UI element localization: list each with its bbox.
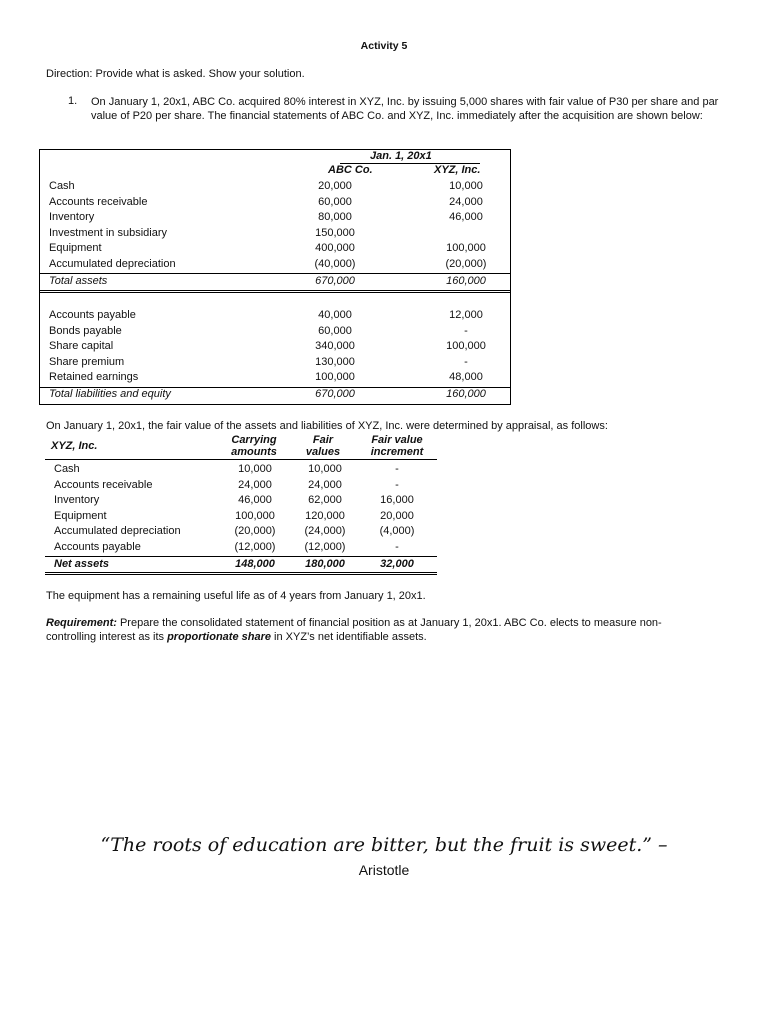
liability-row-xyz: - xyxy=(464,355,468,368)
liability-row-abc: 100,000 xyxy=(315,371,355,384)
col-header-carrying: Carrying amounts xyxy=(231,434,277,458)
appraisal-row-label: Equipment xyxy=(54,509,107,522)
appraisal-row-label: Accounts payable xyxy=(54,541,141,553)
appraisal-row-fair: 24,000 xyxy=(308,478,342,491)
net-assets-label: Net assets xyxy=(54,558,110,570)
liability-row-label: Share premium xyxy=(49,355,125,368)
appraisal-row-increment: - xyxy=(395,478,399,491)
col-header-xyz: XYZ, Inc. xyxy=(434,164,481,176)
asset-row-xyz: 10,000 xyxy=(449,180,483,192)
asset-row-abc: 150,000 xyxy=(315,226,355,239)
total-assets-xyz: 160,000 xyxy=(446,275,486,287)
problem-statement: On January 1, 20x1, ABC Co. acquired 80% interest in XYZ, Inc. by issuing 5,000 shares with fair value of P30 per share and par value of P20 per share. The financial statements of ABC Co. and XYZ, Inc. immediately after the acquisition are shown below: xyxy=(91,96,719,122)
liability-row-xyz: - xyxy=(464,324,468,337)
appraisal-row-label: Accumulated depreciation xyxy=(54,525,181,538)
quote-author: Aristotle xyxy=(358,862,410,878)
requirement-paragraph xyxy=(46,616,696,644)
total-liabilities-label: Total liabilities and equity xyxy=(49,388,171,400)
asset-row-xyz: 46,000 xyxy=(449,211,483,224)
net-increment: 32,000 xyxy=(380,558,414,570)
quote: “The roots of education are bitter, but the fruit is sweet.” – xyxy=(100,834,668,856)
appraisal-row-fair: 10,000 xyxy=(308,463,342,475)
appraisal-row-carrying: 10,000 xyxy=(238,463,272,475)
requirement-emphasis: proportionate share xyxy=(167,631,271,643)
liability-row-xyz: 48,000 xyxy=(449,371,483,384)
appraisal-row-carrying: (20,000) xyxy=(234,525,276,538)
liability-row-xyz: 12,000 xyxy=(449,309,483,321)
appraisal-row-label: Accounts receivable xyxy=(54,478,153,491)
fair-value-table xyxy=(45,433,437,575)
liability-row-abc: 340,000 xyxy=(315,340,355,353)
requirement-label: Requirement: xyxy=(46,617,117,629)
appraisal-row-carrying: 24,000 xyxy=(238,478,272,491)
equipment-note: The equipment has a remaining useful life as of 4 years from January 1, 20x1. xyxy=(46,590,426,602)
appraisal-row-label: Cash xyxy=(54,463,80,475)
date-header: Jan. 1, 20x1 xyxy=(370,150,432,162)
liability-row-label: Accounts payable xyxy=(49,309,136,321)
financial-statements-table xyxy=(39,149,511,405)
appraisal-row-increment: - xyxy=(395,463,399,475)
asset-row-label: Inventory xyxy=(49,211,95,224)
appraisal-row-carrying: 46,000 xyxy=(238,494,272,507)
total-assets-abc: 670,000 xyxy=(315,275,355,287)
net-carrying: 148,000 xyxy=(235,558,275,570)
appraisal-row-label: Inventory xyxy=(54,494,100,507)
appraisal-intro: On January 1, 20x1, the fair value of the assets and liabilities of XYZ, Inc. were determined by appraisal, as follows: xyxy=(46,420,608,432)
asset-row-label: Investment in subsidiary xyxy=(49,226,167,239)
asset-row-abc: 60,000 xyxy=(318,195,352,208)
appraisal-row-fair: 120,000 xyxy=(305,509,345,522)
direction-text: Direction: Provide what is asked. Show your solution. xyxy=(46,68,305,80)
total-liabilities-abc: 670,000 xyxy=(315,388,355,400)
asset-row-xyz: 100,000 xyxy=(446,242,486,255)
appraisal-row-fair: (24,000) xyxy=(304,525,346,538)
asset-row-abc: (40,000) xyxy=(314,258,356,270)
asset-row-xyz: 24,000 xyxy=(449,195,483,208)
entity-header: XYZ, Inc. xyxy=(51,440,98,452)
asset-row-label: Equipment xyxy=(49,242,102,255)
col-header-increment: Fair value increment xyxy=(370,434,424,458)
liability-row-abc: 60,000 xyxy=(318,324,352,337)
total-assets-label: Total assets xyxy=(49,275,108,287)
requirement-text-2: in XYZ’s net identifiable assets. xyxy=(270,631,427,643)
total-liabilities-xyz: 160,000 xyxy=(446,388,486,400)
item-number: 1. xyxy=(68,95,78,107)
asset-row-label: Accounts receivable xyxy=(49,195,148,208)
liability-row-label: Bonds payable xyxy=(49,324,122,337)
liability-row-xyz: 100,000 xyxy=(446,340,486,353)
appraisal-row-fair: (12,000) xyxy=(304,541,346,553)
appraisal-row-carrying: 100,000 xyxy=(235,509,275,522)
appraisal-row-increment: 20,000 xyxy=(380,509,414,522)
asset-row-label: Cash xyxy=(49,180,75,192)
liability-row-label: Share capital xyxy=(49,340,114,353)
asset-row-abc: 80,000 xyxy=(318,211,352,224)
appraisal-row-increment: (4,000) xyxy=(379,525,415,538)
col-header-fair: Fair values xyxy=(305,434,341,458)
appraisal-row-carrying: (12,000) xyxy=(234,541,276,553)
asset-row-xyz: (20,000) xyxy=(445,258,487,270)
appraisal-row-increment: 16,000 xyxy=(380,494,414,507)
appraisal-row-increment: - xyxy=(395,541,399,553)
appraisal-row-fair: 62,000 xyxy=(308,494,342,507)
activity-title: Activity 5 xyxy=(360,40,408,52)
liability-row-label: Retained earnings xyxy=(49,371,139,384)
col-header-abc: ABC Co. xyxy=(328,164,373,176)
asset-row-abc: 20,000 xyxy=(318,180,352,192)
liability-row-abc: 40,000 xyxy=(318,309,352,321)
asset-row-abc: 400,000 xyxy=(315,242,355,255)
asset-row-label: Accumulated depreciation xyxy=(49,258,176,270)
net-fair: 180,000 xyxy=(305,558,345,570)
requirement-text-1: Prepare the consolidated statement of financial position as at January 1, 20x1. ABC Co. elects to measure non-controlling interest as its xyxy=(46,617,662,643)
liability-row-abc: 130,000 xyxy=(315,355,355,368)
